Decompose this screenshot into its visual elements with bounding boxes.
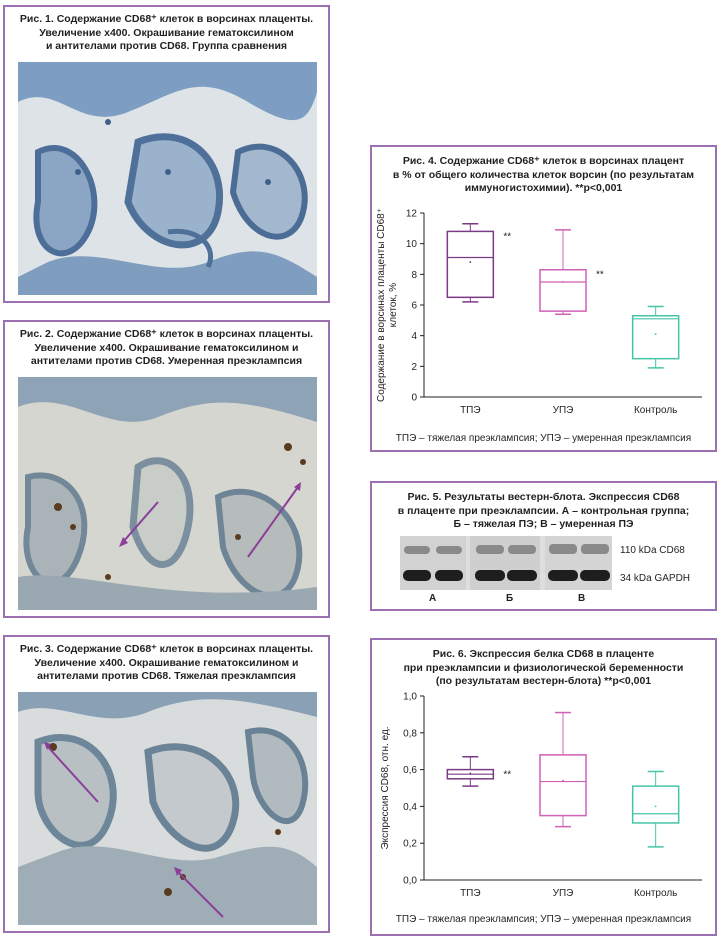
chart4-y-tick-label: 2 (411, 361, 417, 373)
chart4-y-tick-label: 4 (411, 331, 417, 343)
figure-6-panel (370, 638, 717, 936)
figure-6-chart (372, 688, 715, 910)
chart4-x-tick-label: ТПЭ (460, 405, 481, 416)
chart6-mean-point (562, 780, 564, 782)
chart4-significance-mark: ** (503, 231, 512, 243)
chart4-x-tick-label: Контроль (633, 405, 678, 416)
chart4-y-tick-label: 12 (405, 208, 417, 220)
chart4-mean-point (562, 281, 564, 283)
figure-3-panel (3, 635, 330, 933)
micrograph-1-image (18, 62, 317, 295)
figure-4-caption: Рис. 4. Содержание CD68⁺ клеток в ворсинах плацент в % от общего количества клеток ворсин (по результатам иммуногистохимии). **p<0,001 (392, 155, 695, 194)
figure-2-caption: Рис. 2. Содержание CD68⁺ клеток в ворсинах плаценты. Увеличение х400. Окрашивание гематоксилином и антителами против CD68. Умеренная преэклампсия (19, 328, 314, 367)
figure-4-panel (370, 145, 717, 452)
chart4-y-tick-label: 8 (411, 269, 417, 281)
chart6-x-tick-label: УПЭ (552, 888, 574, 899)
chart4-x-tick-label: УПЭ (552, 405, 574, 416)
micrograph-1 (18, 62, 317, 295)
band-label-cd68: 110 kDa CD68 (620, 545, 685, 556)
figure-3-caption: Рис. 3. Содержание CD68⁺ клеток в ворсинах плаценты. Увеличение х400. Окрашивание гематоксилином и антителами против CD68. Тяжелая преэклампсия (19, 643, 314, 682)
figure-5-caption: Рис. 5. Результаты вестерн-блота. Экспрессия CD68 в плаценте при преэклампсии. А – контрольная группа; Б – тяжелая ПЭ; В – умеренная ПЭ (397, 491, 690, 530)
chart6-box (540, 755, 586, 816)
chart4-box (447, 231, 493, 297)
figure-2-panel (3, 320, 330, 618)
micrograph-2 (18, 377, 317, 610)
chart6-x-tick-label: ТПЭ (460, 888, 481, 899)
chart6-y-tick-label: 0,4 (403, 801, 417, 813)
chart6-significance-mark: ** (503, 769, 512, 781)
chart4-y-axis-title: Содержание в ворсинах плаценты CD68⁺клеток, % (376, 208, 399, 402)
figure-6-caption: Рис. 6. Экспрессия белка CD68 в плаценте при преэклампсии и физиологической беременности (по результатам вестерн-блота) **p<0,001 (403, 648, 684, 687)
chart6-box (633, 786, 679, 823)
chart-4-svg (372, 205, 715, 427)
lane-label-v: В (578, 593, 586, 604)
figure-5-panel (370, 481, 717, 611)
chart6-mean-point (469, 772, 471, 774)
chart6-y-axis-title: Экспрессия CD68, отн. ед. (380, 726, 391, 850)
lane-label-b: Б (506, 593, 514, 604)
chart6-y-tick-label: 0,8 (403, 728, 417, 740)
lane-label-a: А (429, 593, 437, 604)
chart6-y-tick-label: 1,0 (403, 691, 417, 703)
band-label-gapdh: 34 kDa GAPDH (620, 573, 691, 584)
chart6-y-tick-label: 0,6 (403, 765, 417, 777)
figure-1-caption: Рис. 1. Содержание CD68⁺ клеток в ворсинах плаценты. Увеличение х400. Окрашивание гематоксилином и антителами против CD68. Группа сравнения (19, 13, 314, 52)
chart4-mean-point (469, 261, 471, 263)
micrograph-3-image (18, 692, 317, 925)
chart6-y-tick-label: 0,0 (403, 875, 417, 887)
chart6-x-tick-label: Контроль (633, 888, 678, 899)
chart4-box (540, 270, 586, 311)
micrograph-3 (18, 692, 317, 925)
figure-1-panel (3, 5, 330, 303)
chart6-y-tick-label: 0,2 (403, 838, 417, 850)
micrograph-2-image (18, 377, 317, 610)
chart4-y-tick-label: 10 (405, 239, 417, 251)
chart4-box (633, 316, 679, 359)
chart4-y-tick-label: 6 (411, 300, 417, 312)
chart4-mean-point (655, 333, 657, 335)
figure-6-note: ТПЭ – тяжелая преэклампсия; УПЭ – умеренная преэклампсия (395, 914, 692, 925)
chart6-mean-point (655, 806, 657, 808)
western-blot-image (400, 536, 612, 590)
chart4-significance-mark: ** (596, 269, 604, 281)
chart4-y-tick-label: 0 (411, 392, 417, 404)
figure-4-note: ТПЭ – тяжелая преэклампсия; УПЭ – умеренная преэклампсия (395, 433, 692, 444)
chart-6-svg (372, 688, 715, 910)
figure-4-chart (372, 205, 715, 427)
